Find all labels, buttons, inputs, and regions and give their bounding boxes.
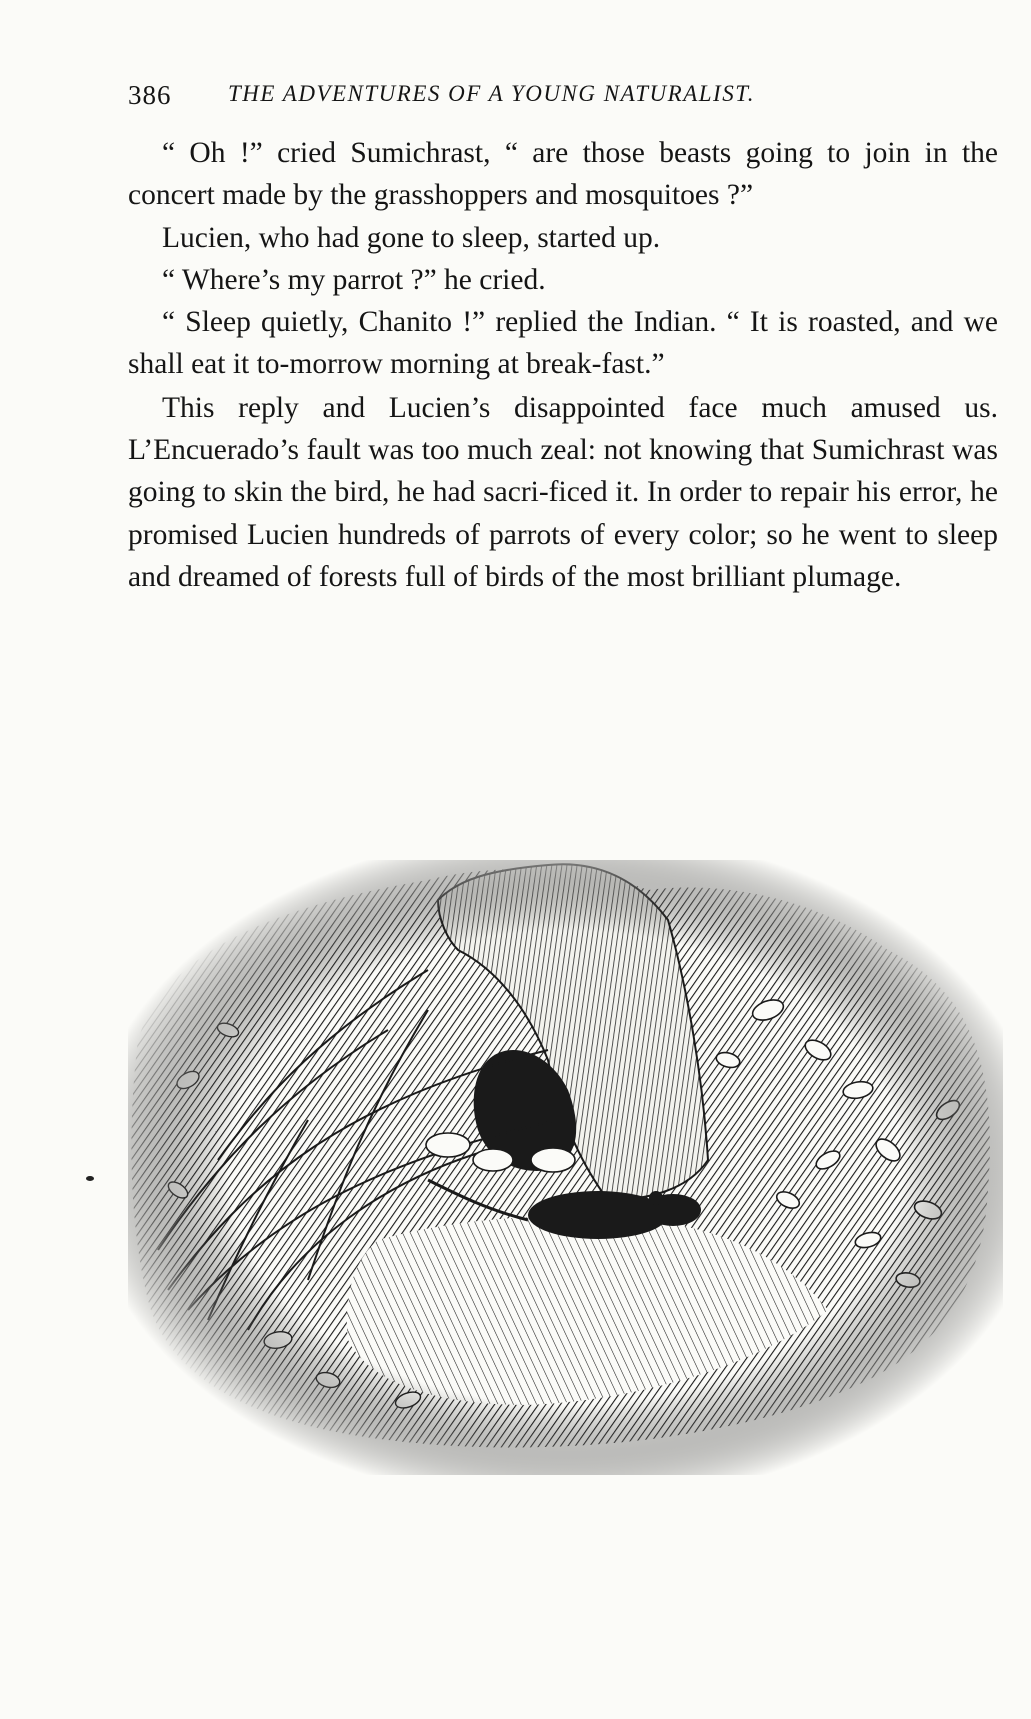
paragraph: “ Sleep quietly, Chanito !” replied the Indian. “ It is roasted, and we shall eat it to-morrow morning at break-fast.” — [128, 306, 998, 381]
page-number: 386 — [128, 80, 172, 110]
paragraph: “ Oh !” cried Sumichrast, “ are those beasts going to join in the concert made by the grasshoppers and mosquitoes ?” — [128, 137, 998, 212]
paragraph: This reply and Lucien’s disappointed face much amused us. L’Encuerado’s fault was too much zeal: not knowing that Sumichrast was going to skin the bird, he had sacri-ficed it. In order to repair his error, he promised Lucien hundreds of parrots of every color; so he went to sleep and dreamed of forests full of birds of the most brilliant plumage. — [128, 391, 998, 593]
ink-speck — [86, 1176, 94, 1181]
running-title: THE ADVENTURES OF A YOUNG NATURALIST. — [228, 81, 756, 106]
forest-engraving — [128, 860, 1003, 1475]
paragraph: “ Where’s my parrot ?” he cried. — [162, 263, 546, 296]
engraving-svg — [128, 860, 1003, 1475]
paragraph: Lucien, who had gone to sleep, started up. — [162, 221, 661, 254]
page-header — [128, 78, 908, 118]
body-text — [128, 132, 998, 598]
